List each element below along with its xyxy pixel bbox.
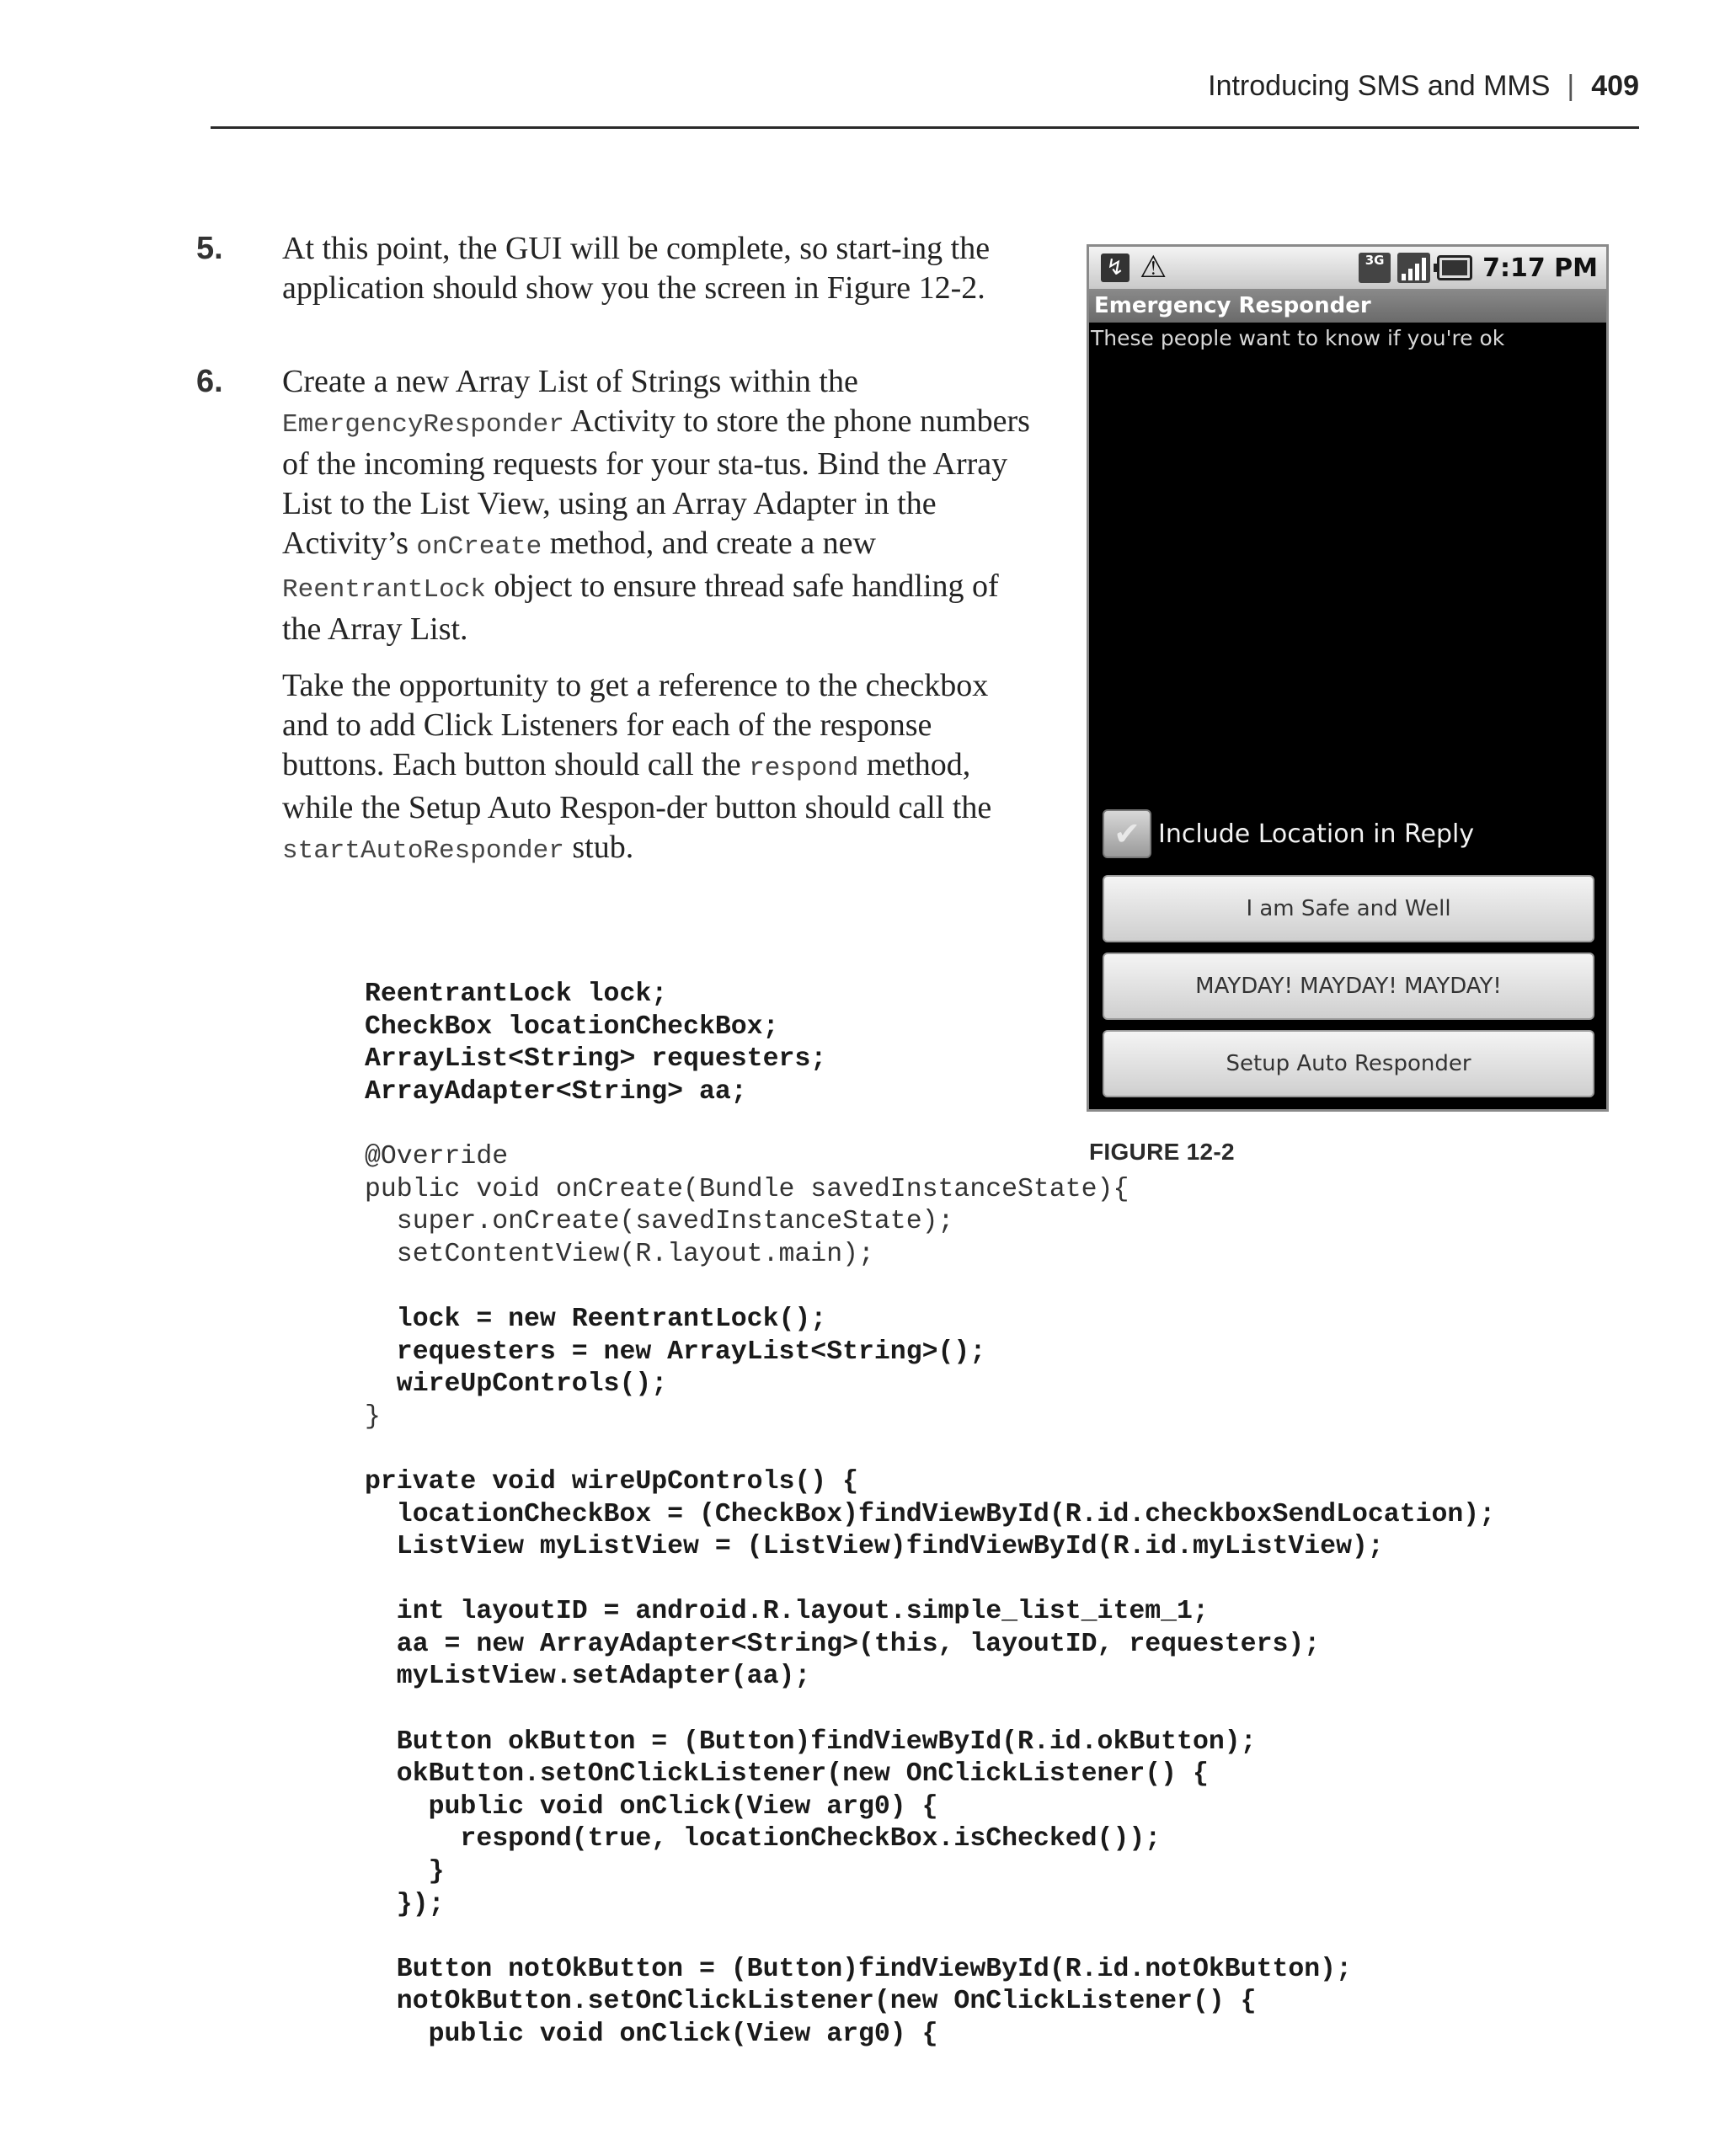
running-title: Introducing SMS and MMS [1208, 69, 1551, 102]
include-location-checkbox-row[interactable] [1089, 806, 1606, 862]
text-run: method, and create a new [542, 526, 876, 561]
status-bar [1089, 247, 1606, 289]
header-rule [211, 126, 1639, 129]
step-paragraph: At this point, the GUI will be complete, so start-ing the application should show you the screen in Figure 12-2. [282, 231, 991, 306]
code-line: CheckBox locationCheckBox; [365, 1011, 779, 1042]
code-line: ReentrantLock lock; [365, 979, 668, 1009]
code-line: respond(true, locationCheckBox.isChecked()); [365, 1824, 1162, 1854]
code-line: notOkButton.setOnClickListener(new OnClickListener() { [365, 1987, 1257, 2017]
code-line: myListView.setAdapter(aa); [365, 1662, 811, 1692]
code-line: public void onClick(View arg0) { [365, 2020, 938, 2049]
step-paragraph [282, 666, 1032, 871]
include-location-checkbox[interactable] [1103, 809, 1151, 858]
step-paragraph [282, 362, 1032, 649]
checkmark-icon: ✔ [1114, 815, 1140, 852]
3g-icon: 3G [1359, 253, 1391, 283]
step-number: 5. [196, 231, 223, 266]
code-line: }); [365, 1889, 445, 1919]
requesters-list[interactable] [1089, 355, 1606, 792]
code-line: wireUpControls(); [365, 1369, 668, 1400]
code-line: private void wireUpControls() { [365, 1466, 858, 1497]
step-5 [196, 229, 1032, 308]
setup-auto-responder-button[interactable]: Setup Auto Responder [1103, 1030, 1594, 1097]
code-line: ArrayList<String> requesters; [365, 1044, 827, 1075]
code-line [365, 1108, 1495, 1141]
code-line: requesters = new ArrayList<String>(); [365, 1337, 986, 1367]
code-line: } [365, 1857, 445, 1887]
status-time: 7:17 PM [1482, 253, 1598, 283]
safe-and-well-button[interactable]: I am Safe and Well [1103, 875, 1594, 942]
code-line: locationCheckBox = (CheckBox)findViewById(R.id.checkboxSendLocation); [365, 1499, 1496, 1529]
code-line: } [365, 1401, 381, 1432]
signal-icon [1397, 253, 1430, 283]
code-line: public void onClick(View arg0) { [365, 1791, 938, 1822]
code-line: okButton.setOnClickListener(new OnClickListener() { [365, 1759, 1209, 1790]
text-run: Create a new Array List of Strings within the [282, 364, 858, 399]
code-line [365, 1694, 1495, 1726]
code-listing [365, 979, 1495, 2052]
page-number: 409 [1591, 69, 1639, 102]
step-number: 6. [196, 364, 223, 399]
inline-code: EmergencyResponder [282, 410, 564, 440]
mayday-button[interactable]: MAYDAY! MAYDAY! MAYDAY! [1103, 953, 1594, 1020]
figure-caption: FIGURE 12-2 [1089, 1139, 1235, 1165]
code-line: super.onCreate(savedInstanceState); [365, 1207, 954, 1237]
list-header-text: These people want to know if you're ok [1091, 326, 1505, 350]
code-line: setContentView(R.layout.main); [365, 1239, 874, 1269]
include-location-label[interactable]: Include Location in Reply [1158, 819, 1475, 849]
header-separator: | [1567, 69, 1575, 102]
code-line: lock = new ReentrantLock(); [365, 1304, 827, 1334]
inline-code: ReentrantLock [282, 575, 486, 605]
code-line: ListView myListView = (ListView)findViewById(R.id.myListView); [365, 1532, 1384, 1562]
usb-icon: ↯ [1101, 253, 1130, 282]
code-line: Button okButton = (Button)findViewById(R.id.okButton); [365, 1726, 1257, 1757]
code-line: public void onCreate(Bundle savedInstanceState){ [365, 1174, 1130, 1204]
code-line: @Override [365, 1141, 509, 1171]
code-line [365, 1921, 1495, 1954]
text-run: stub. [563, 830, 634, 865]
text-run: method, while the Setup Auto Respon-der button should call the [282, 747, 992, 825]
code-line [365, 1271, 1495, 1304]
phone-screenshot [1087, 244, 1609, 1112]
code-line [365, 1433, 1495, 1466]
app-title: Emergency Responder [1089, 289, 1606, 323]
running-head [1208, 66, 1639, 106]
text-run: Activity to store the phone numbers of the incoming requests for your sta-tus. Bind the Array List to the List View, using an Array Adapter in the Activity’s [282, 403, 1030, 561]
code-line: ArrayAdapter<String> aa; [365, 1076, 747, 1107]
inline-code: respond [749, 754, 859, 783]
inline-code: startAutoResponder [282, 836, 564, 866]
code-line: int layoutID = android.R.layout.simple_list_item_1; [365, 1597, 1209, 1627]
battery-icon [1437, 255, 1472, 280]
text-run: object to ensure thread safe handling of the Array List. [282, 568, 999, 647]
text-run: Take the opportunity to get a reference to the checkbox and to add Click Listeners for each of the response buttons. Each button should call the [282, 668, 989, 782]
step-6 [196, 362, 1032, 871]
inline-code: onCreate [416, 532, 542, 562]
code-line [365, 1564, 1495, 1597]
code-line: aa = new ArrayAdapter<String>(this, layoutID, requesters); [365, 1629, 1321, 1659]
code-line: Button notOkButton = (Button)findViewById(R.id.notOkButton); [365, 1954, 1352, 1984]
warning-icon: ⚠ [1140, 250, 1167, 285]
